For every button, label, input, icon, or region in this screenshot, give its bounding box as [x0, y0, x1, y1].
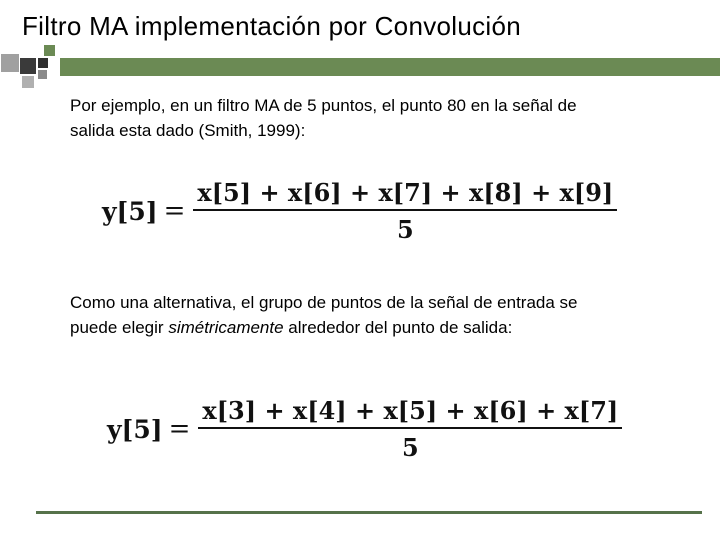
- corner-square-dark-small: [38, 58, 48, 68]
- equation-2-lhs: y[5]: [107, 414, 163, 444]
- equation-1-lhs: y[5]: [102, 196, 158, 226]
- paragraph-2-line-1: Como una alternativa, el grupo de puntos de la señal de entrada se: [70, 293, 578, 312]
- corner-square-dark: [20, 58, 36, 74]
- footer-rule: [36, 511, 702, 514]
- paragraph-2-line-2-start: puede elegir: [70, 318, 169, 337]
- slide-title: Filtro MA implementación por Convolución: [22, 11, 521, 41]
- paragraph-1-line-1: Por ejemplo, en un filtro MA de 5 puntos, el punto 80 en la señal de: [70, 96, 577, 115]
- equation-1-numerator: x[5] + x[6] + x[7] + x[8] + x[9]: [197, 178, 614, 207]
- corner-square-green: [44, 45, 55, 56]
- paragraph-2-emphasis: simétricamente: [168, 318, 284, 337]
- corner-square-gray-light: [1, 54, 19, 72]
- paragraph-1-line-2: salida esta dado (Smith, 1999):: [70, 121, 306, 140]
- corner-square-gray-bottom: [22, 76, 34, 88]
- corner-square-mid: [38, 70, 47, 79]
- equation-1-fraction: [193, 178, 617, 244]
- equation-2-fraction: [198, 396, 622, 462]
- paragraph-2-line-2-end: alrededor del punto de salida:: [283, 318, 513, 337]
- equation-2-denominator: 5: [401, 433, 419, 462]
- equation-2: [107, 396, 622, 462]
- paragraph-2-line-2: [70, 315, 512, 340]
- equation-1: [102, 178, 617, 244]
- equation-2-numerator: x[3] + x[4] + x[5] + x[6] + x[7]: [202, 396, 619, 425]
- header-accent-bar: [60, 58, 720, 76]
- equation-1-denominator: 5: [396, 215, 414, 244]
- equation-1-equals: =: [163, 196, 186, 226]
- equation-2-equals: =: [168, 414, 191, 444]
